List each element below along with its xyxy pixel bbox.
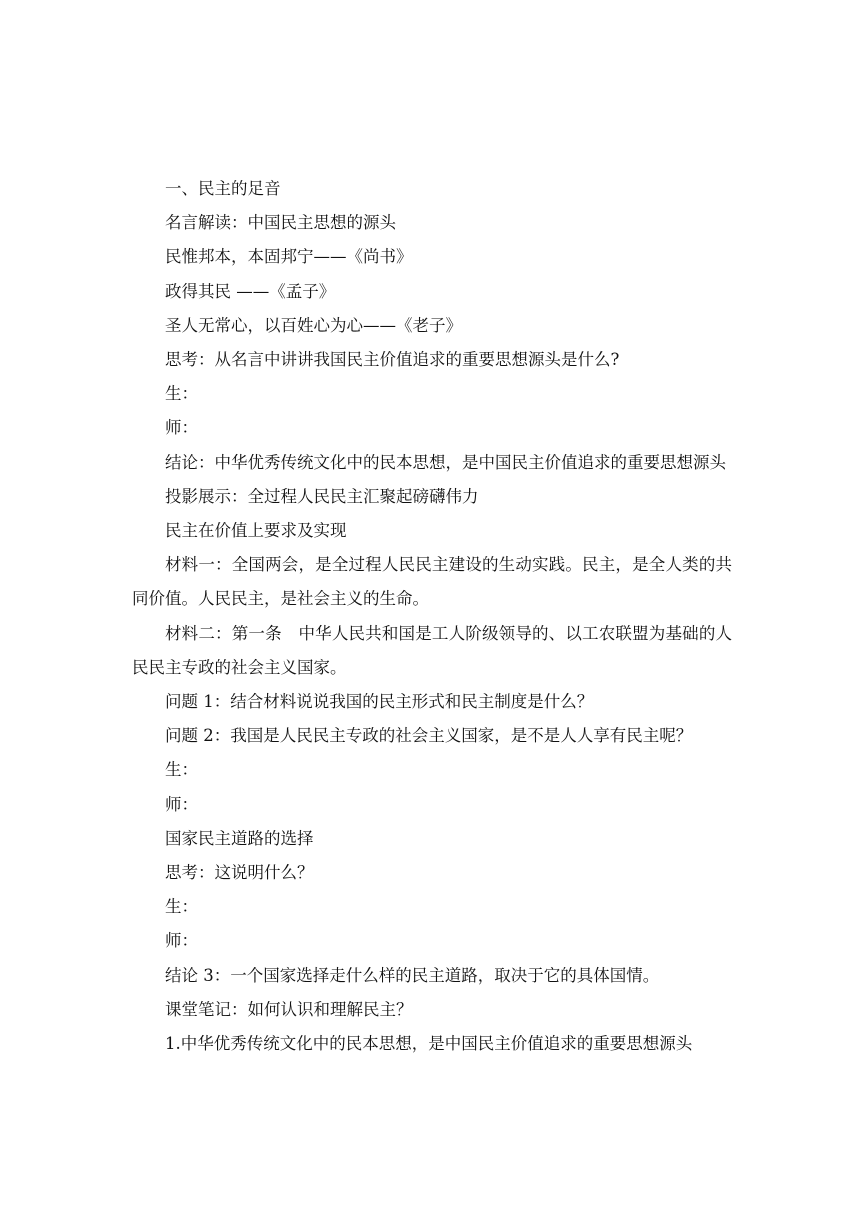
question-2: 问题 2：我国是人民民主专政的社会主义国家，是不是人人享有民主呢？ (165, 726, 693, 746)
material-2: 材料二：第一条 中华人民共和国是工人阶级领导的、以工农联盟为基础的人民民主专政的社会主义国家。 (132, 623, 732, 677)
student-line-3: 生： (165, 897, 198, 917)
student-line-2: 生： (165, 760, 198, 780)
projection-line: 投影展示：全过程人民民主汇聚起磅礴伟力 (165, 486, 479, 506)
quote-intro: 名言解读：中国民主思想的源头 (165, 213, 396, 233)
conclusion-3: 结论 3：一个国家选择走什么样的民主道路，取决于它的具体国情。 (165, 965, 660, 985)
section-heading: 一、民主的足音 (165, 179, 281, 198)
think-question-2: 思考：这说明什么？ (165, 863, 314, 883)
notes-title: 课堂笔记：如何认识和理解民主？ (165, 999, 413, 1019)
teacher-line-3: 师： (165, 931, 198, 951)
value-section-title: 民主在价值上要求及实现 (165, 521, 347, 541)
student-line-1: 生： (165, 384, 198, 404)
conclusion-1: 结论：中华优秀传统文化中的民本思想，是中国民主价值追求的重要思想源头 (165, 452, 726, 472)
quote-laozi: 圣人无常心，以百姓心为心——《老子》 (165, 315, 462, 335)
document-body (132, 172, 732, 1061)
material-1: 材料一：全国两会，是全过程人民民主建设的生动实践。民主，是全人类的共同价值。人民民主，是社会主义的生命。 (132, 555, 732, 609)
teacher-line-2: 师： (165, 794, 198, 814)
quote-shangshu: 民惟邦本，本固邦宁——《尚书》 (165, 247, 413, 267)
quote-mengzi: 政得其民 ——《孟子》 (165, 281, 336, 301)
question-1: 问题 1：结合材料说说我国的民主形式和民主制度是什么？ (165, 692, 594, 712)
teacher-line-1: 师： (165, 418, 198, 438)
think-question-1: 思考：从名言中讲讲我国民主价值追求的重要思想源头是什么? (165, 350, 620, 370)
road-section-title: 国家民主道路的选择 (165, 828, 314, 848)
note-item-1: 1.中华优秀传统文化中的民本思想，是中国民主价值追求的重要思想源头 (165, 1034, 693, 1054)
